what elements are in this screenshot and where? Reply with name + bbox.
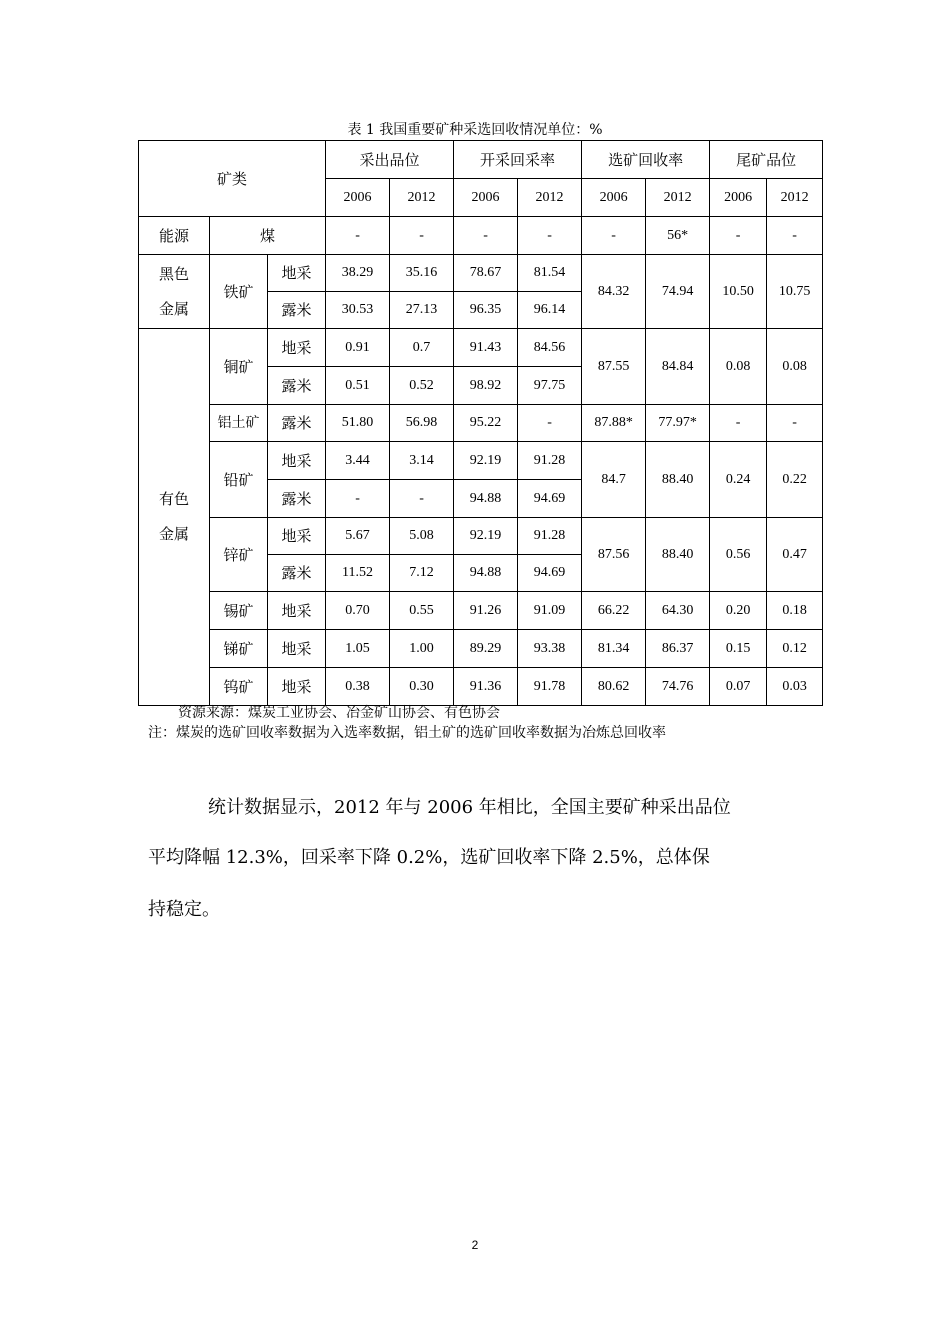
value-cell: 3.44 — [326, 442, 390, 480]
value-cell: 0.70 — [326, 592, 390, 630]
value-cell: 0.08 — [767, 329, 823, 405]
year-header: 2012 — [767, 179, 823, 217]
table-row-tungsten — [139, 668, 823, 706]
value-cell: 56.98 — [390, 405, 454, 442]
value-cell: 91.36 — [454, 668, 518, 706]
value-cell: 86.37 — [646, 630, 710, 668]
value-cell: 78.67 — [454, 255, 518, 292]
table-row-copper-underground — [139, 329, 823, 367]
value-cell: 97.75 — [518, 367, 582, 405]
method-cell: 地采 — [268, 630, 326, 668]
value-cell: 94.88 — [454, 555, 518, 592]
value-cell: 0.38 — [326, 668, 390, 706]
mineral-cell: 铅矿 — [210, 442, 268, 518]
mineral-cell: 铁矿 — [210, 255, 268, 329]
mining-recovery-table — [138, 140, 823, 706]
value-cell: 5.67 — [326, 518, 390, 555]
value-cell: 74.94 — [646, 255, 710, 329]
mineral-cell: 锡矿 — [210, 592, 268, 630]
value-cell: - — [390, 480, 454, 518]
value-cell: 27.13 — [390, 292, 454, 329]
category-cell: 有色金属 — [139, 329, 210, 706]
value-cell: 0.12 — [767, 630, 823, 668]
value-cell: 84.32 — [582, 255, 646, 329]
group-header-beneficiation-recovery: 选矿回收率 — [582, 141, 710, 179]
method-cell: 地采 — [268, 518, 326, 555]
value-cell: 38.29 — [326, 255, 390, 292]
value-cell: 0.52 — [390, 367, 454, 405]
method-cell: 地采 — [268, 668, 326, 706]
value-cell: 91.09 — [518, 592, 582, 630]
table-row-bauxite — [139, 405, 823, 442]
value-cell: - — [767, 405, 823, 442]
value-cell: 87.55 — [582, 329, 646, 405]
value-cell: 91.43 — [454, 329, 518, 367]
table-row-zinc-underground — [139, 518, 823, 555]
value-cell: 0.03 — [767, 668, 823, 706]
value-cell: 94.69 — [518, 555, 582, 592]
value-cell: - — [454, 217, 518, 255]
value-cell: 91.28 — [518, 518, 582, 555]
value-cell: 87.56 — [582, 518, 646, 592]
value-cell: 0.22 — [767, 442, 823, 518]
mineral-cell: 锌矿 — [210, 518, 268, 592]
mineral-cell: 钨矿 — [210, 668, 268, 706]
value-cell: 64.30 — [646, 592, 710, 630]
year-header: 2012 — [646, 179, 710, 217]
method-cell: 地采 — [268, 592, 326, 630]
value-cell: - — [582, 217, 646, 255]
year-header: 2006 — [326, 179, 390, 217]
value-cell: - — [390, 217, 454, 255]
header-row-groups — [139, 141, 823, 179]
value-cell: 91.78 — [518, 668, 582, 706]
value-cell: 7.12 — [390, 555, 454, 592]
value-cell: 87.88* — [582, 405, 646, 442]
value-cell: 11.52 — [326, 555, 390, 592]
value-cell: 0.7 — [390, 329, 454, 367]
value-cell: 84.56 — [518, 329, 582, 367]
year-header: 2006 — [582, 179, 646, 217]
value-cell: 91.26 — [454, 592, 518, 630]
value-cell: 10.75 — [767, 255, 823, 329]
value-cell: 98.92 — [454, 367, 518, 405]
value-cell: 35.16 — [390, 255, 454, 292]
value-cell: 56* — [646, 217, 710, 255]
value-cell: - — [326, 480, 390, 518]
source-note: 资源来源：煤炭工业协会、冶金矿山协会、有色协会 — [178, 705, 500, 721]
value-cell: 30.53 — [326, 292, 390, 329]
value-cell: 0.55 — [390, 592, 454, 630]
table-row-tin — [139, 592, 823, 630]
value-cell: 84.7 — [582, 442, 646, 518]
value-cell: - — [710, 217, 767, 255]
value-cell: 81.34 — [582, 630, 646, 668]
table-row-antimony — [139, 630, 823, 668]
table-caption: 表 1 我国重要矿种采选回收情况单位：% — [347, 122, 603, 138]
value-cell: 80.62 — [582, 668, 646, 706]
value-cell: 74.76 — [646, 668, 710, 706]
paragraph-line: 平均降幅 12.3%，回采率下降 0.2%，选矿回收率下降 2.5%，总体保 — [148, 847, 710, 868]
value-cell: 93.38 — [518, 630, 582, 668]
mineral-cell: 铜矿 — [210, 329, 268, 405]
value-cell: 3.14 — [390, 442, 454, 480]
method-cell: 露米 — [268, 480, 326, 518]
value-cell: 10.50 — [710, 255, 767, 329]
table-row-coal — [139, 217, 823, 255]
value-cell: 51.80 — [326, 405, 390, 442]
value-cell: 0.47 — [767, 518, 823, 592]
year-header: 2006 — [710, 179, 767, 217]
value-cell: 77.97* — [646, 405, 710, 442]
method-cell: 露米 — [268, 555, 326, 592]
value-cell: 88.40 — [646, 442, 710, 518]
table-row-lead-underground — [139, 442, 823, 480]
value-cell: 84.84 — [646, 329, 710, 405]
page-number: 2 — [471, 1238, 479, 1252]
method-cell: 地采 — [268, 329, 326, 367]
category-header: 矿类 — [139, 141, 326, 217]
value-cell: 1.00 — [390, 630, 454, 668]
value-cell: 0.08 — [710, 329, 767, 405]
value-cell: - — [518, 405, 582, 442]
mineral-cell: 铝土矿 — [210, 405, 268, 442]
value-cell: 5.08 — [390, 518, 454, 555]
value-cell: 94.88 — [454, 480, 518, 518]
value-cell: 92.19 — [454, 442, 518, 480]
value-cell: 0.07 — [710, 668, 767, 706]
group-header-tailings-grade: 尾矿品位 — [710, 141, 823, 179]
year-header: 2006 — [454, 179, 518, 217]
value-cell: 91.28 — [518, 442, 582, 480]
value-cell: 0.91 — [326, 329, 390, 367]
value-cell: 66.22 — [582, 592, 646, 630]
value-cell: - — [710, 405, 767, 442]
method-cell: 露米 — [268, 367, 326, 405]
value-cell: 1.05 — [326, 630, 390, 668]
method-cell: 地采 — [268, 442, 326, 480]
value-cell: - — [518, 217, 582, 255]
value-cell: 0.56 — [710, 518, 767, 592]
footnote: 注：煤炭的选矿回收率数据为入选率数据，铝土矿的选矿回收率数据为冶炼总回收率 — [148, 725, 666, 741]
method-cell: 地采 — [268, 255, 326, 292]
year-header: 2012 — [518, 179, 582, 217]
value-cell: 0.15 — [710, 630, 767, 668]
value-cell: 0.18 — [767, 592, 823, 630]
value-cell: 0.51 — [326, 367, 390, 405]
value-cell: 89.29 — [454, 630, 518, 668]
method-cell: 露米 — [268, 292, 326, 329]
mineral-cell: 煤 — [210, 217, 326, 255]
value-cell: 94.69 — [518, 480, 582, 518]
group-header-grade: 采出品位 — [326, 141, 454, 179]
table-row-iron-underground — [139, 255, 823, 292]
value-cell: 0.20 — [710, 592, 767, 630]
value-cell: - — [326, 217, 390, 255]
mineral-cell: 锑矿 — [210, 630, 268, 668]
category-cell: 能源 — [139, 217, 210, 255]
value-cell: 92.19 — [454, 518, 518, 555]
value-cell: - — [767, 217, 823, 255]
value-cell: 0.30 — [390, 668, 454, 706]
category-cell: 黑色金属 — [139, 255, 210, 329]
year-header: 2012 — [390, 179, 454, 217]
value-cell: 0.24 — [710, 442, 767, 518]
value-cell: 96.14 — [518, 292, 582, 329]
group-header-mining-recovery: 开采回采率 — [454, 141, 582, 179]
value-cell: 95.22 — [454, 405, 518, 442]
method-cell: 露米 — [268, 405, 326, 442]
paragraph-line: 统计数据显示，2012 年与 2006 年相比，全国主要矿种采出品位 — [208, 797, 731, 818]
value-cell: 96.35 — [454, 292, 518, 329]
value-cell: 88.40 — [646, 518, 710, 592]
paragraph-line: 持稳定。 — [148, 899, 220, 920]
value-cell: 81.54 — [518, 255, 582, 292]
